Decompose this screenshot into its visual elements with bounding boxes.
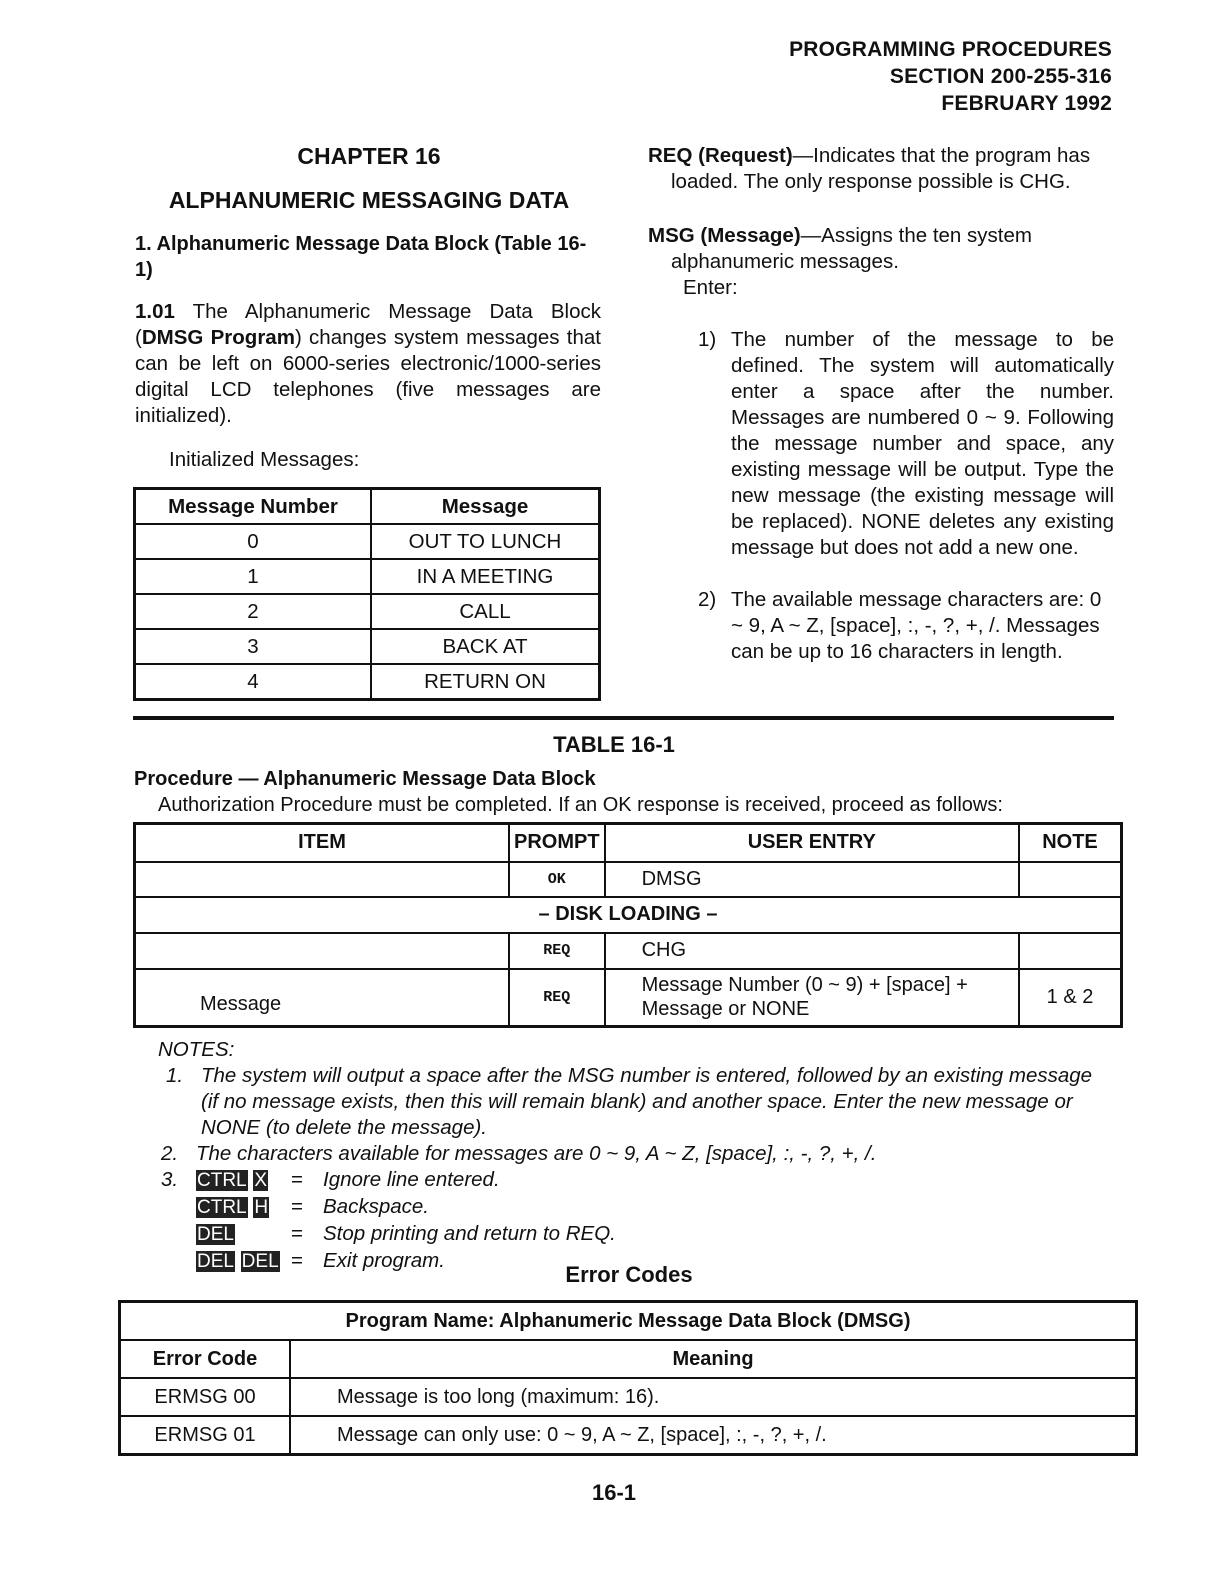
- msg-term: MSG (Message): [648, 224, 801, 247]
- page-number: 16-1: [591, 1480, 637, 1505]
- error-codes-table: [118, 1300, 1138, 1456]
- table-cell: ERMSG 00: [120, 1378, 291, 1416]
- col-header: Meaning: [290, 1340, 1137, 1378]
- table-cell: 2: [135, 594, 372, 629]
- page-header: [789, 36, 1112, 117]
- table-cell: OK: [509, 862, 605, 897]
- equals: =: [291, 1195, 303, 1218]
- table-row: [135, 629, 600, 664]
- entry-line: Message or NONE: [641, 998, 810, 1021]
- chapter-subtitle: ALPHANUMERIC MESSAGING DATA: [168, 187, 570, 213]
- req-definition: [648, 143, 1137, 195]
- col-header: Message Number: [135, 489, 372, 525]
- key-cap: DEL: [197, 1251, 234, 1272]
- enter-label: Enter:: [683, 276, 738, 299]
- divider: [133, 716, 1114, 720]
- key-desc: Stop printing and return to REQ.: [323, 1222, 616, 1245]
- table-cell: 4: [135, 664, 372, 700]
- key-desc: Backspace.: [323, 1195, 429, 1218]
- table-cell: 1: [135, 559, 372, 594]
- note-1: [158, 1063, 1118, 1141]
- table-title: TABLE 16-1: [553, 732, 675, 757]
- procedure-title: Procedure — Alphanumeric Message Data Block: [134, 768, 596, 790]
- table-header-row: [135, 489, 600, 525]
- chapter-title: CHAPTER 16: [297, 143, 441, 169]
- para-bold: DMSG Program: [141, 326, 295, 349]
- item2-number: 2): [698, 588, 717, 611]
- entry-line: Message Number (0 ~ 9) + [space] +: [641, 974, 968, 997]
- key-cap: CTRL: [197, 1197, 247, 1218]
- table-row: [120, 1416, 1137, 1455]
- program-name: Program Name: Alphanumeric Message Data Block (DMSG): [120, 1302, 1137, 1341]
- header-line1: PROGRAMMING PROCEDURES: [789, 38, 1112, 61]
- init-label: Initialized Messages:: [169, 448, 360, 471]
- table-row: [120, 1378, 1137, 1416]
- note-number: 2.: [161, 1142, 179, 1165]
- key-cap: DEL: [197, 1224, 234, 1245]
- table-cell: CHG: [605, 933, 1019, 969]
- key-row: [196, 1221, 616, 1248]
- table-header-row: [135, 824, 1122, 862]
- header-line2: SECTION 200-255-316: [889, 65, 1112, 88]
- col-header: NOTE: [1019, 824, 1122, 862]
- col-header: PROMPT: [509, 824, 605, 862]
- col-header: USER ENTRY: [605, 824, 1019, 862]
- col-header: Error Code: [120, 1340, 291, 1378]
- error-codes-title: Error Codes: [565, 1262, 693, 1287]
- req-term: REQ (Request): [648, 144, 793, 167]
- table-cell: 3: [135, 629, 372, 664]
- table-cell: [1019, 933, 1122, 969]
- note-text: The system will output a space after the MSG number is entered, followed by an existing message (if no message exists, then this will remain blank) and another space. Enter the new message or NONE (to delete the message).: [201, 1064, 1093, 1139]
- para-post: ) changes system messages that can be left on 6000-series electronic/1000-series digital LCD telephones (five messages are initialized).: [135, 326, 601, 427]
- para-pre: The Alphanumeric Message Data Block (: [135, 300, 601, 349]
- table-row: [135, 862, 1122, 897]
- program-row: [120, 1302, 1137, 1341]
- notes-title: NOTES:: [158, 1038, 235, 1061]
- key-desc: Ignore line entered.: [323, 1168, 500, 1191]
- item2-text: The available message characters are: 0 ~ 9, A ~ Z, [space], :, -, ?, +, /. Messages can be up to 16 characters in length.: [731, 588, 1102, 663]
- table-cell: BACK AT: [371, 629, 600, 664]
- table-cell: 1 & 2: [1019, 969, 1122, 1027]
- msg-text: —Assigns the ten system alphanumeric messages.: [671, 224, 1032, 273]
- header-line3: FEBRUARY 1992: [941, 92, 1112, 115]
- equals: =: [291, 1249, 303, 1272]
- col-header: ITEM: [135, 824, 510, 862]
- key-row: [196, 1167, 616, 1194]
- table-cell: [1019, 862, 1122, 897]
- key-desc: Exit program.: [323, 1249, 445, 1272]
- table-cell: DMSG: [605, 862, 1019, 897]
- item1-text: The number of the message to be defined. The system will automatically enter a space after the number. Messages are numbered 0 ~ 9. Following the message number and space, any existing message will be output. Type the new message (the existing message will be replaced). NONE deletes any existing message but does not add a new one.: [731, 328, 1114, 559]
- key-cap: X: [254, 1170, 268, 1191]
- notes: [158, 1037, 1118, 1275]
- table-row: [135, 594, 600, 629]
- section-paragraph: [135, 299, 601, 429]
- equals: =: [291, 1222, 303, 1245]
- note-text: The characters available for messages are 0 ~ 9, A ~ Z, [space], :, -, ?, +, /.: [196, 1142, 877, 1165]
- table-row: [135, 664, 600, 700]
- table-cell: Message: [135, 969, 510, 1027]
- table-row: [135, 969, 1122, 1027]
- note-2: [158, 1141, 1118, 1167]
- para-number: 1.01: [135, 300, 175, 323]
- table-cell: ERMSG 01: [120, 1416, 291, 1455]
- table-cell: 0: [135, 524, 372, 559]
- msg-definition: [648, 223, 1137, 275]
- key-cap: CTRL: [197, 1170, 247, 1191]
- note-number: 3.: [161, 1168, 179, 1191]
- equals: =: [291, 1168, 303, 1191]
- table-cell: [135, 933, 510, 969]
- table-cell: Message can only use: 0 ~ 9, A ~ Z, [space], :, -, ?, +, /.: [290, 1416, 1137, 1455]
- table-row: [135, 897, 1122, 933]
- req-text: —Indicates that the program has loaded. The only response possible is CHG.: [671, 144, 1091, 193]
- table-cell: IN A MEETING: [371, 559, 600, 594]
- table-cell: REQ: [509, 933, 605, 969]
- table-cell: REQ: [509, 969, 605, 1027]
- initialized-messages-table: [133, 487, 601, 701]
- item1-number: 1): [698, 328, 717, 351]
- table-cell: OUT TO LUNCH: [371, 524, 600, 559]
- table-cell: [135, 862, 510, 897]
- table-cell: CALL: [371, 594, 600, 629]
- procedure-table: [133, 822, 1123, 1028]
- key-row: [196, 1194, 616, 1221]
- table-cell: [605, 969, 1019, 1027]
- table-header-row: [120, 1340, 1137, 1378]
- table-row: [135, 524, 600, 559]
- auth-text: Authorization Procedure must be completed. If an OK response is received, proceed as follows:: [158, 794, 1003, 816]
- note-3: [158, 1167, 1118, 1275]
- key-list: [196, 1167, 616, 1275]
- key-cap: DEL: [241, 1251, 279, 1272]
- col-header: Message: [371, 489, 600, 525]
- table-row: [135, 559, 600, 594]
- table-row: [135, 933, 1122, 969]
- table-cell: RETURN ON: [371, 664, 600, 700]
- disk-loading: – DISK LOADING –: [135, 897, 1122, 933]
- table-cell: Message is too long (maximum: 16).: [290, 1378, 1137, 1416]
- key-cap: H: [254, 1197, 269, 1218]
- section-heading: 1. Alphanumeric Message Data Block (Table 16-1): [135, 233, 587, 281]
- note-number: 1.: [166, 1064, 184, 1087]
